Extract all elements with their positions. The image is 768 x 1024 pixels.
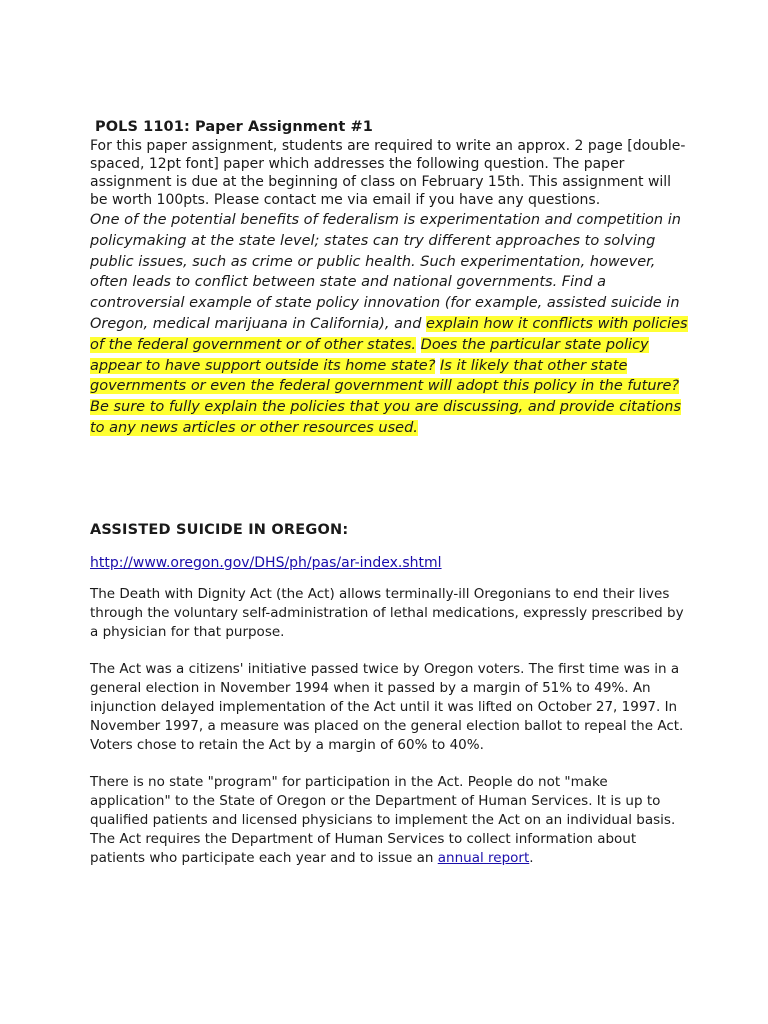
paragraph-end: . (529, 849, 534, 866)
paragraph-no-program (90, 773, 690, 868)
prompt-text: One of the potential benefits of federalism is experimentation and competition in policymaking at the state level; states can try different approaches to solving public issues, such as crime or public health. Such experimentation, however, often leads to conflict between state and national governments. Find a controversial example of state policy innovation (for example, assisted suicide in Oregon, medical marijuana in California), and (90, 212, 681, 332)
paragraph-act-history: The Act was a citizens' initiative passed twice by Oregon voters. The first time was in a general election in November 1994 when it passed by a margin of 51% to 49%. An injunction delayed implementation of the Act until it was lifted on October 27, 1997. In November 1997, a measure was placed on the general election ballot to repeal the Act. Voters chose to retain the Act by a margin of 60% to 40%. (90, 660, 684, 753)
assignment-title: POLS 1101: Paper Assignment #1 (95, 119, 373, 135)
assignment-intro: For this paper assignment, students are required to write an approx. 2 page [double-spaced, 12pt font] paper which addresses the following question. The paper assignment is due at the beginning of class on February 15th. This assignment will be worth 100pts. Please contact me via email if you have any questions. (90, 138, 686, 208)
prompt-space (416, 337, 421, 353)
highlight-support: Does the particular state policy appear to have support outside its home state? (90, 336, 649, 374)
source-url-line (90, 553, 690, 573)
paragraph-text: There is no state "program" for participation in the Act. People do not "make application" to the State of Oregon or the Department of Human Services. It is up to qualified patients and licensed physicians to implement the Act on an individual basis. The Act requires the Department of Human Services to collect information about patients who participate each year and to issue an (90, 773, 676, 866)
document-page (90, 118, 690, 868)
annual-report-link[interactable]: annual report (437, 849, 530, 866)
assignment-prompt (90, 210, 690, 439)
paragraph-act-definition: The Death with Dignity Act (the Act) allows terminally-ill Oregonians to end their lives through the voluntary self-administration of lethal medications, expressly prescribed by a physician for that purpose. (90, 585, 684, 640)
section-heading: ASSISTED SUICIDE IN OREGON: (90, 521, 349, 538)
highlight-adopt: Is it likely that other state governments or even the federal government will adopt this policy in the future? (90, 357, 680, 395)
highlight-explain: Be sure to fully explain the policies that you are discussing, and provide citations to any news articles or other resources used. (90, 399, 682, 436)
source-url-link[interactable]: http://www.oregon.gov/DHS/ph/pas/ar-index.shtml (90, 554, 442, 571)
highlight-conflicts: explain how it conflicts with policies of the federal government or of other states. (90, 315, 688, 353)
